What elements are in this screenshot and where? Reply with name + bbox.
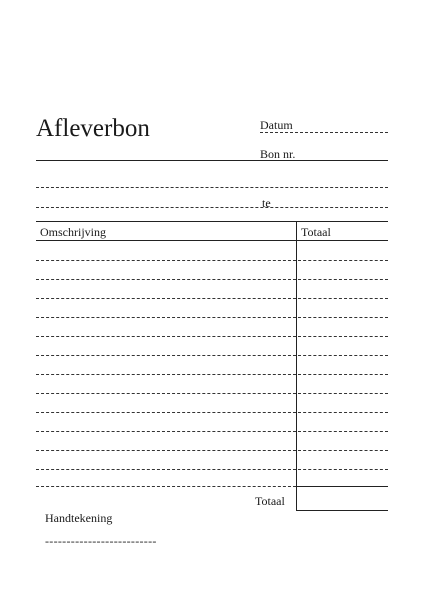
- row-description-line[interactable]: [36, 374, 296, 375]
- bon-number-label: Bon nr.: [260, 147, 296, 161]
- row-total-line[interactable]: [298, 412, 388, 413]
- total-box-bottom: [296, 510, 388, 511]
- date-field-line[interactable]: [260, 132, 388, 133]
- row-description-line[interactable]: [36, 317, 296, 318]
- column-header-total: Totaal: [301, 225, 331, 239]
- table-header-rule: [36, 240, 388, 241]
- signature-label: Handtekening: [45, 511, 113, 525]
- row-total-line[interactable]: [298, 355, 388, 356]
- row-total-line[interactable]: [298, 298, 388, 299]
- form-title: Afleverbon: [36, 115, 150, 142]
- row-total-line[interactable]: [298, 279, 388, 280]
- table-top-rule: [36, 221, 388, 222]
- row-description-line[interactable]: [36, 393, 296, 394]
- signature-line[interactable]: --------------------------: [45, 534, 157, 548]
- row-total-line[interactable]: [298, 374, 388, 375]
- row-total-line[interactable]: [298, 260, 388, 261]
- column-header-description: Omschrijving: [40, 225, 106, 239]
- row-total-line[interactable]: [298, 431, 388, 432]
- row-description-line[interactable]: [36, 260, 296, 261]
- row-total-line[interactable]: [298, 450, 388, 451]
- address-line-1[interactable]: [36, 187, 388, 188]
- row-total-line[interactable]: [298, 336, 388, 337]
- row-description-line[interactable]: [36, 279, 296, 280]
- row-description-line[interactable]: [36, 412, 296, 413]
- row-description-line[interactable]: [36, 336, 296, 337]
- header-rule: [36, 160, 388, 161]
- row-description-line[interactable]: [36, 450, 296, 451]
- table-column-divider: [296, 221, 297, 511]
- table-bottom-line: [36, 486, 296, 487]
- grand-total-field[interactable]: [297, 488, 387, 509]
- row-total-line[interactable]: [298, 393, 388, 394]
- row-total-line[interactable]: [298, 317, 388, 318]
- row-description-line[interactable]: [36, 355, 296, 356]
- row-description-line[interactable]: [36, 298, 296, 299]
- date-label: Datum: [260, 118, 293, 132]
- te-label: te: [262, 196, 271, 210]
- row-total-line[interactable]: [298, 469, 388, 470]
- grand-total-label: Totaal: [255, 494, 285, 508]
- row-description-line[interactable]: [36, 431, 296, 432]
- total-box-top: [296, 486, 388, 487]
- row-description-line[interactable]: [36, 469, 296, 470]
- address-line-2[interactable]: [36, 207, 388, 208]
